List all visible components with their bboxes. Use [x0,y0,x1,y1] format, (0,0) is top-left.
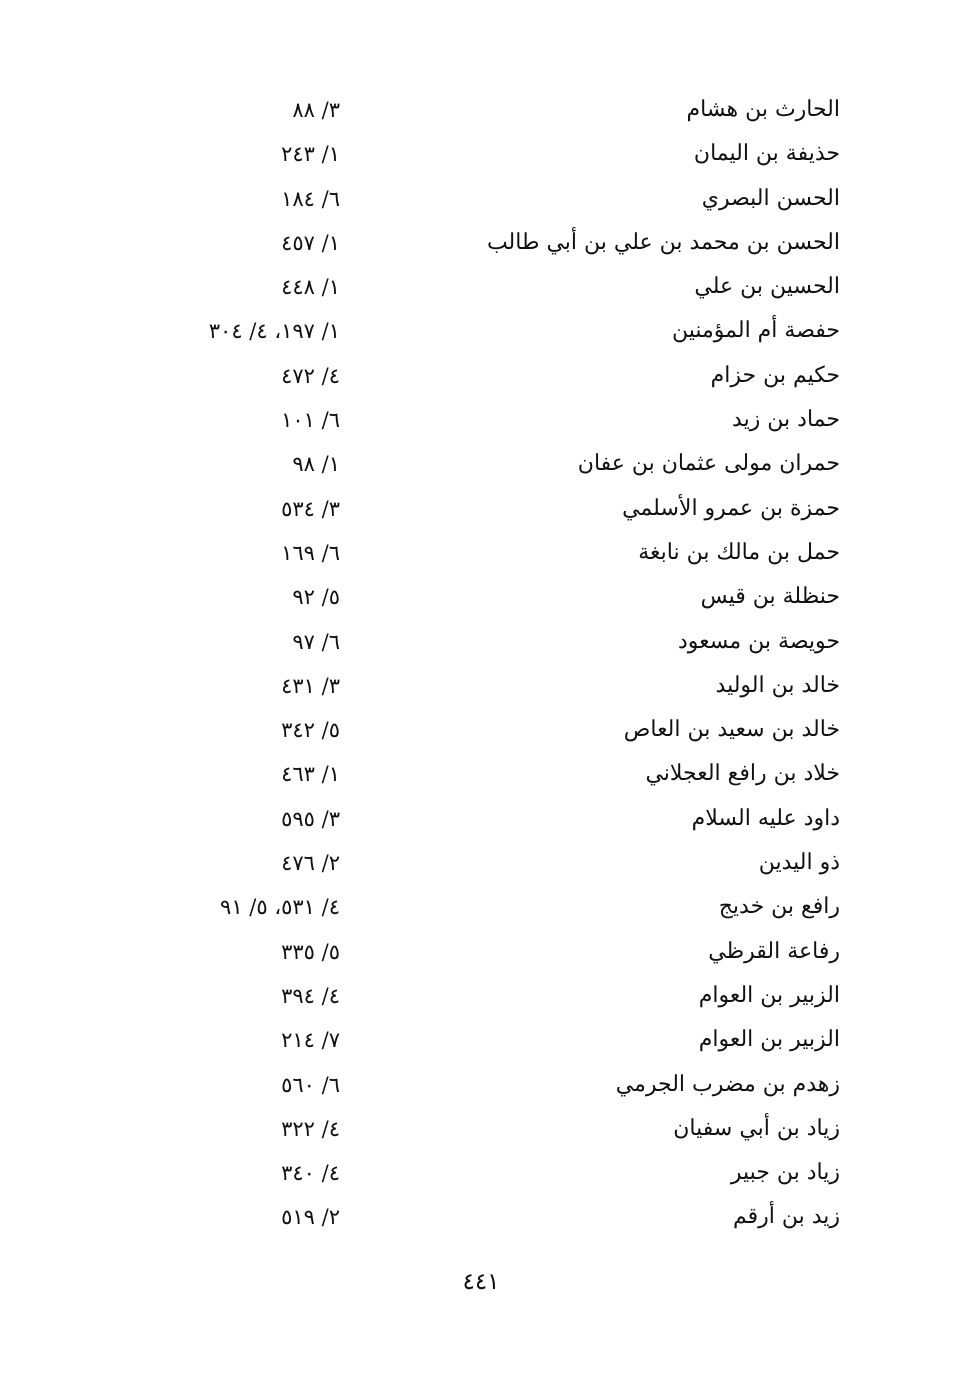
entry-name: خالد بن سعيد بن العاص [623,717,840,743]
entry-references: ٤/ ٣٢٢ [281,1116,340,1141]
entry-references: ١/ ١٩٧، ٤/ ٣٠٤ [208,319,340,344]
entry-references: ٤/ ٥٣١، ٥/ ٩١ [220,895,340,920]
index-entry [0,664,962,708]
entry-references: ١/ ٢٤٣ [281,142,340,167]
entry-name: خلاد بن رافع العجلاني [645,761,840,787]
entry-name: زيد بن أرقم [732,1204,840,1230]
entry-references: ٦/ ١٠١ [281,408,340,433]
index-entry [0,1151,962,1195]
entry-references: ١/ ٤٦٣ [281,762,340,787]
index-entry [0,1063,962,1107]
index-entry [0,752,962,796]
entry-name: حمران مولى عثمان بن عفان [577,451,840,477]
entry-name: خالد بن الوليد [715,672,840,698]
entry-name: الزبير بن العوام [698,1027,840,1053]
entry-references: ٢/ ٥١٩ [281,1205,340,1230]
entry-name: رفاعة القرظي [708,938,840,964]
index-entry [0,797,962,841]
index-entry [0,221,962,265]
entry-references: ٣/ ٥٣٤ [281,496,340,521]
index-entry [0,708,962,752]
entry-name: حويصة بن مسعود [677,628,840,654]
entry-name: رافع بن خديج [718,894,840,920]
page-number: ٤٤١ [462,1269,500,1295]
index-entry [0,930,962,974]
entry-name: داود عليه السلام [691,805,840,831]
entry-name: ذو اليدين [758,850,840,876]
entry-name: حنظلة بن قيس [700,584,840,610]
entry-references: ٥/ ٩٢ [292,585,340,610]
entry-references: ٦/ ٩٧ [292,629,340,654]
index-entry [0,309,962,353]
entry-references: ٣/ ٨٨ [292,98,340,122]
entry-references: ٤/ ٣٩٤ [281,983,340,1008]
entry-references: ٦/ ٥٦٠ [281,1072,340,1097]
index-entry [0,620,962,664]
index-entry [0,841,962,885]
entry-references: ٧/ ٢١٤ [281,1028,340,1053]
entry-name: زياد بن جبير [730,1160,840,1186]
index-entry [0,177,962,221]
index-entry [0,885,962,929]
entry-name: الحسن بن محمد بن علي بن أبي طالب [486,229,840,255]
index-entry [0,531,962,575]
index-entry [0,442,962,486]
index-entry [0,974,962,1018]
entry-references: ٤/ ٤٧٢ [281,363,340,388]
entry-name: حفصة أم المؤمنين [671,318,840,344]
entry-references: ١/ ٩٨ [292,452,340,477]
entry-references: ١/ ٤٥٧ [281,230,340,255]
entry-references: ٥/ ٣٤٢ [281,718,340,743]
index-entry [0,1107,962,1151]
index-entry [0,265,962,309]
entry-name: حمزة بن عمرو الأسلمي [622,495,840,521]
entry-references: ٥/ ٣٣٥ [281,939,340,964]
entry-references: ٣/ ٥٩٥ [281,806,340,831]
entry-references: ٤/ ٣٤٠ [281,1161,340,1186]
index-entry [0,1018,962,1062]
entry-name: الزبير بن العوام [698,982,840,1008]
entry-name: حكيم بن حزام [710,362,840,388]
index-entry [0,398,962,442]
entry-name: حذيفة بن اليمان [693,141,840,167]
entry-name: الحسن البصري [701,185,840,211]
entry-references: ٣/ ٤٣١ [281,673,340,698]
entry-name: حمل بن مالك بن نابغة [638,539,840,565]
index-entry [0,132,962,176]
entry-name: حماد بن زيد [732,407,840,433]
index-entry [0,575,962,619]
index-entry [0,1195,962,1239]
entry-references: ٢/ ٤٧٦ [281,851,340,876]
entry-references: ١/ ٤٤٨ [281,275,340,300]
entry-references: ٦/ ١٨٤ [281,186,340,211]
entry-name: زياد بن أبي سفيان [673,1115,840,1141]
entry-name: الحارث بن هشام [686,97,840,122]
index-entry [0,354,962,398]
entry-name: زهدم بن مضرب الجرمي [615,1071,840,1097]
index-list [0,88,962,1240]
entry-name: الحسين بن علي [694,274,840,300]
index-entry [0,88,962,132]
entry-references: ٦/ ١٦٩ [281,540,340,565]
index-entry [0,487,962,531]
